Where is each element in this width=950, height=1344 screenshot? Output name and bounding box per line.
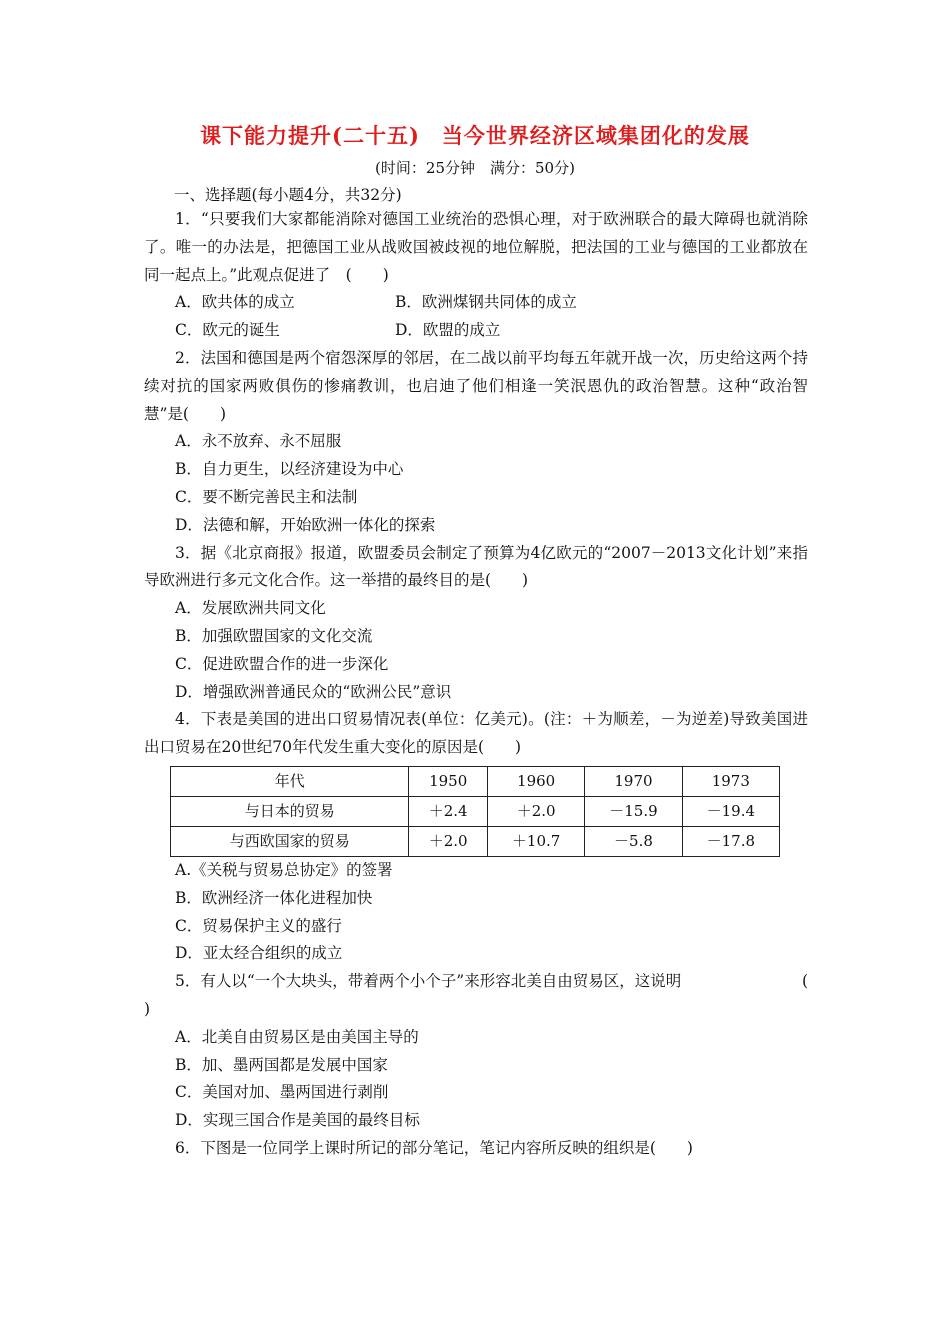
table-cell: 与西欧国家的贸易 xyxy=(171,826,409,856)
table-header-cell: 1973 xyxy=(682,766,779,796)
table-cell: ＋10.7 xyxy=(487,826,584,856)
table-row xyxy=(171,796,780,826)
question-1-stem: 1．“只要我们大家都能消除对德国工业统治的恐惧心理，对于欧洲联合的最大障碍也就消除了。唯一的办法是，把德国工业从战败国被歧视的地位解脱，把法国的工业与德国的工业都放在同一起点上。”此观点促进了 ( ) xyxy=(144,210,808,284)
question-4-option-c: C．贸易保护主义的盛行 xyxy=(175,916,342,935)
question-5-stem-row xyxy=(144,968,808,996)
question-4-option-b: B．欧洲经济一体化进程加快 xyxy=(175,888,373,907)
table-cell: －19.4 xyxy=(682,796,779,826)
question-2-stem: 2．法国和德国是两个宿怨深厚的邻居，在二战以前平均每五年就开战一次，历史给这两个持续对抗的国家两败俱伤的惨痛教训，也启迪了他们相逢一笑泯恩仇的政治智慧。这种“政治智慧”是( ) xyxy=(144,348,808,423)
page-title: 课下能力提升(二十五) 当今世界经济区域集团化的发展 xyxy=(200,123,750,148)
question-5-paren-close: ) xyxy=(144,999,151,1018)
table-header-cell: 年代 xyxy=(171,766,409,796)
question-3-option-d: D．增强欧洲普通民众的“欧洲公民”意识 xyxy=(175,682,452,701)
question-2-option-d: D．法德和解，开始欧洲一体化的探索 xyxy=(175,515,436,534)
question-5-option-b: B．加、墨两国都是发展中国家 xyxy=(175,1055,388,1074)
question-1-option-b: B．欧洲煤钢共同体的成立 xyxy=(395,293,577,312)
table-header-cell: 1960 xyxy=(487,766,584,796)
section-heading: 一、选择题(每小题4分，共32分) xyxy=(174,186,402,204)
question-3-option-c: C．促进欧盟合作的进一步深化 xyxy=(175,654,389,673)
question-2-option-b: B．自力更生，以经济建设为中心 xyxy=(175,460,404,479)
question-2-option-c: C．要不断完善民主和法制 xyxy=(175,487,358,506)
question-3-stem: 3．据《北京商报》报道，欧盟委员会制定了预算为4亿欧元的“2007－2013文化计划”来指导欧洲进行多元文化合作。这一举措的最终目的是( ) xyxy=(144,543,808,590)
page-subtitle: (时间：25分钟 满分：50分) xyxy=(375,159,575,177)
question-5-paren-open: ( xyxy=(801,972,808,991)
question-6-stem: 6．下图是一位同学上课时所记的部分笔记，笔记内容所反映的组织是( ) xyxy=(175,1138,693,1157)
question-5-stem: 5．有人以“一个大块头，带着两个小个子”来形容北美自由贸易区，这说明 xyxy=(175,972,682,991)
table-cell: ＋2.4 xyxy=(409,796,488,826)
question-5-option-a: A．北美自由贸易区是由美国主导的 xyxy=(175,1027,419,1046)
question-2-option-a: A．永不放弃、永不屈服 xyxy=(175,432,342,451)
table-row xyxy=(171,826,780,856)
table-header-row xyxy=(171,766,780,796)
table-cell: －15.9 xyxy=(585,796,682,826)
table-header-cell: 1950 xyxy=(409,766,488,796)
question-1-option-a: A．欧共体的成立 xyxy=(175,293,295,312)
table-cell: －17.8 xyxy=(682,826,779,856)
question-4-option-a: A.《关税与贸易总协定》的签署 xyxy=(175,860,393,879)
question-3-option-b: B．加强欧盟国家的文化交流 xyxy=(175,626,373,645)
question-4-option-d: D．亚太经合组织的成立 xyxy=(175,944,343,963)
table-header-cell: 1970 xyxy=(585,766,682,796)
question-5-option-c: C．美国对加、墨两国进行剥削 xyxy=(175,1083,389,1102)
table-cell: ＋2.0 xyxy=(487,796,584,826)
question-1-options-row-2 xyxy=(175,317,808,345)
question-4-stem: 4．下表是美国的进出口贸易情况表(单位：亿美元)。(注：＋为顺差，－为逆差)导致美国进出口贸易在20世纪70年代发生重大变化的原因是( ) xyxy=(144,710,808,757)
question-1-options-row-1 xyxy=(175,289,808,317)
trade-table xyxy=(170,766,780,857)
question-5-option-d: D．实现三国合作是美国的最终目标 xyxy=(175,1111,420,1130)
question-1-option-c: C．欧元的诞生 xyxy=(175,321,280,340)
question-list xyxy=(144,206,808,1163)
question-1-option-d: D．欧盟的成立 xyxy=(395,321,501,340)
table-cell: ＋2.0 xyxy=(409,826,488,856)
table-cell: 与日本的贸易 xyxy=(171,796,409,826)
question-3-option-a: A．发展欧洲共同文化 xyxy=(175,599,326,618)
table-cell: －5.8 xyxy=(585,826,682,856)
